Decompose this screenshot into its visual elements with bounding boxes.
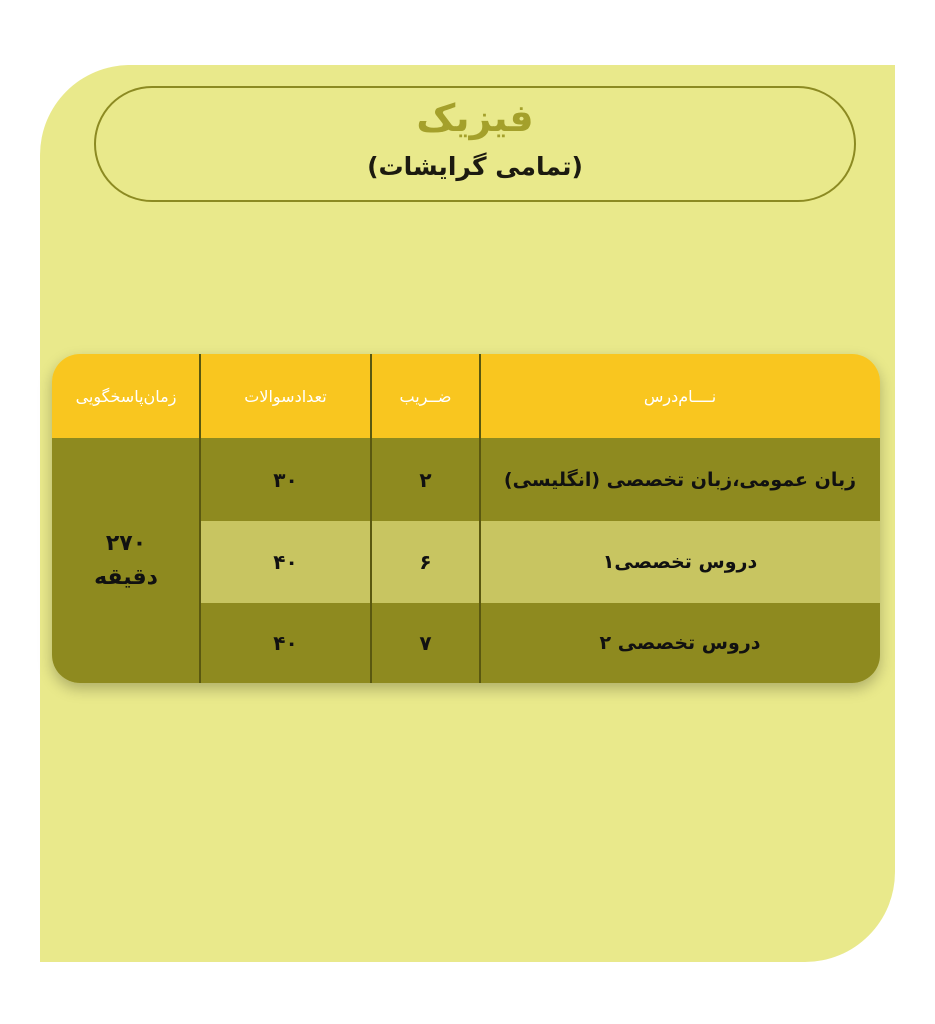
header-coefficient: ضــریب <box>371 354 480 438</box>
header-question-count: تعدادسوالات <box>200 354 371 438</box>
row3-course-name: دروس تخصصی ۲ <box>480 603 880 683</box>
answer-time-unit: دقیقه <box>94 564 158 590</box>
row1-course-name: زبان عمومی،زبان تخصصی (انگلیسی) <box>480 438 880 521</box>
column-divider <box>199 354 201 683</box>
row3-question-count: ۴۰ <box>200 603 371 683</box>
column-divider <box>370 354 372 683</box>
row2-course-name: دروس تخصصی۱ <box>480 521 880 603</box>
header-answer-time: زمان‌پاسخگویی <box>52 354 200 438</box>
row2-coefficient: ۶ <box>371 521 480 603</box>
title-banner <box>94 86 856 202</box>
column-divider <box>479 354 481 683</box>
answer-time-value: ۲۷۰ <box>105 530 147 556</box>
row1-question-count: ۳۰ <box>200 438 371 521</box>
row3-coefficient: ۷ <box>371 603 480 683</box>
exam-table <box>52 354 880 683</box>
header-course-name: نــــام‌درس <box>480 354 880 438</box>
answer-time-cell <box>52 438 200 683</box>
row2-question-count: ۴۰ <box>200 521 371 603</box>
row1-coefficient: ۲ <box>371 438 480 521</box>
page-title: فیزیک <box>416 96 534 140</box>
page-subtitle: (تمامی گرایشات) <box>367 152 583 181</box>
